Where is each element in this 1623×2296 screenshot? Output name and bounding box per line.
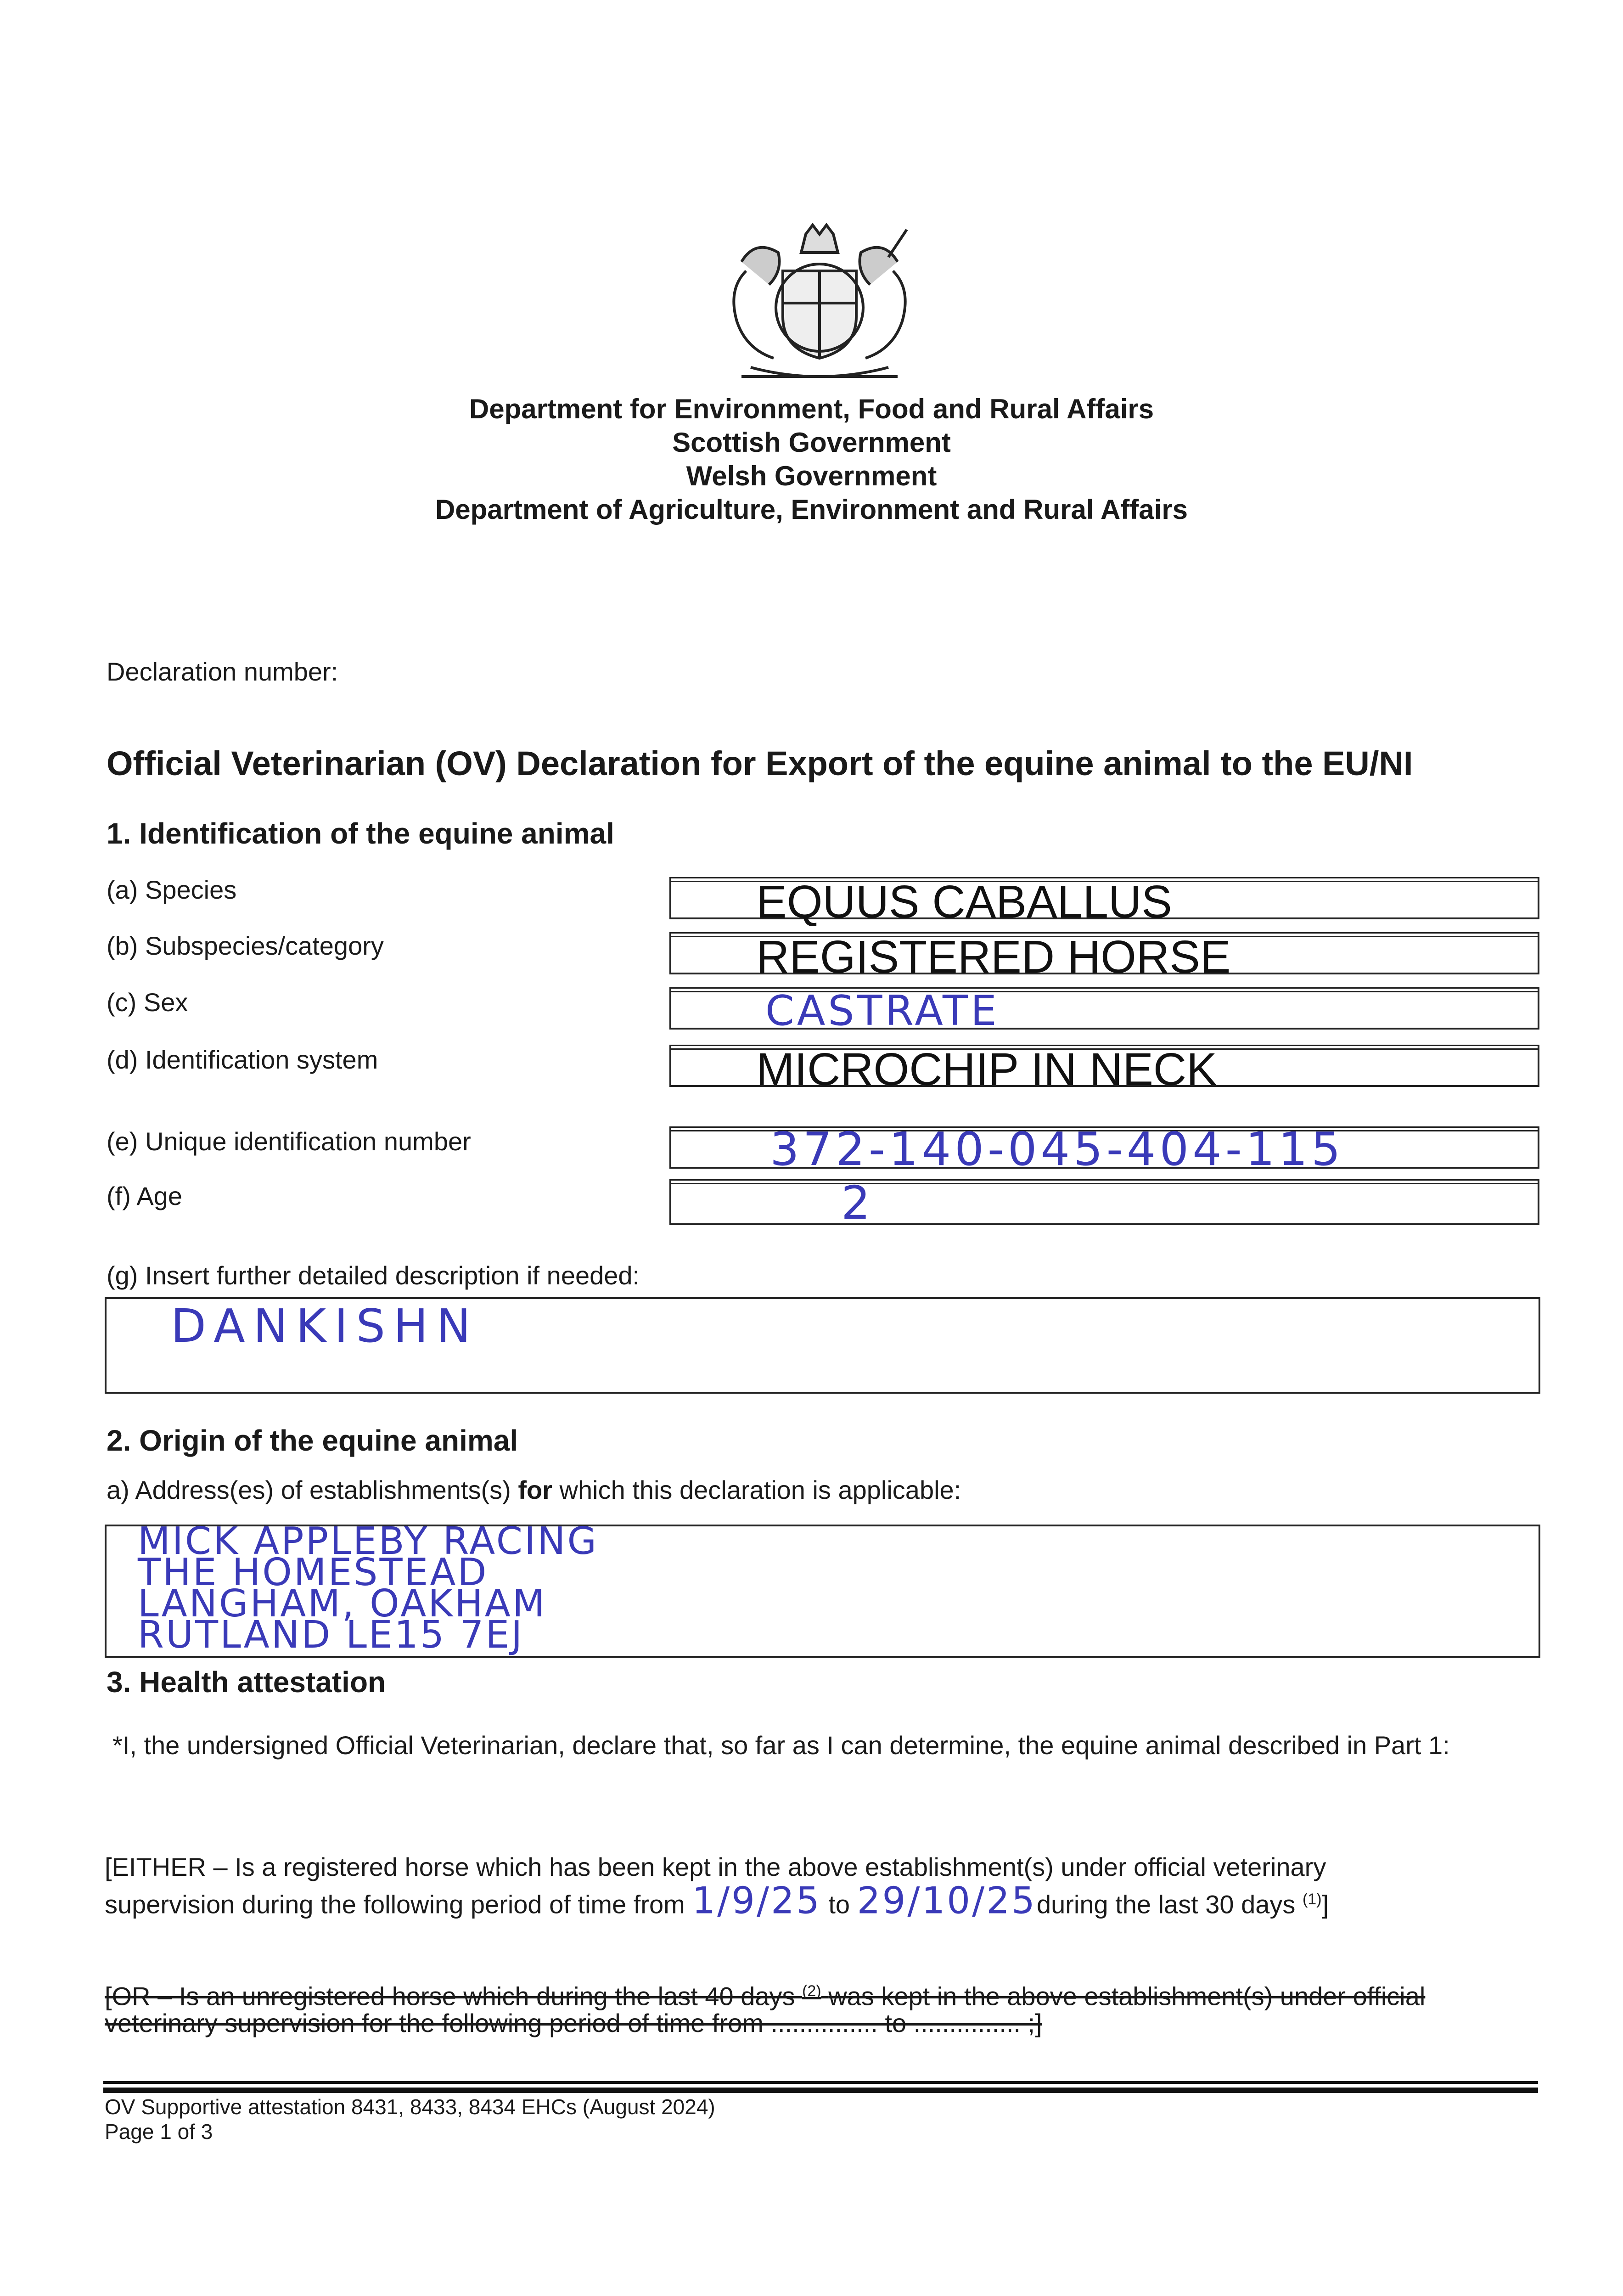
age-field[interactable] xyxy=(669,1176,1539,1230)
subspecies-value: REGISTERED HORSE xyxy=(756,931,1231,983)
footer-reference: OV Supportive attestation 8431, 8433, 8434 EHCs (August 2024) xyxy=(105,2095,715,2119)
identification-system-label: (d) Identification system xyxy=(107,1045,378,1074)
sex-value: CASTRATE xyxy=(765,987,1000,1035)
further-description-value: DANKISHN xyxy=(171,1299,479,1353)
declaration-number-label: Declaration number: xyxy=(107,657,338,686)
species-value: EQUUS CABALLUS xyxy=(756,876,1172,928)
address-line: MICK APPLEBY RACING xyxy=(138,1519,599,1563)
department-line: Scottish Government xyxy=(672,427,951,458)
address-line: THE HOMESTEAD xyxy=(138,1551,489,1594)
address-label: a) Address(es) of establishments(s) for which this declaration is applicable: xyxy=(107,1475,961,1504)
species-field[interactable] xyxy=(669,876,1539,928)
attestation-intro: *I, the undersigned Official Veterinarian, declare that, so far as I can determine, the equine animal described in Part 1: xyxy=(112,1731,1450,1760)
section-1-heading: 1. Identification of the equine animal xyxy=(107,817,614,850)
royal-coat-of-arms-icon xyxy=(714,220,925,386)
address-line: RUTLAND LE15 7EJ xyxy=(138,1613,524,1657)
or-clause-line1: [OR – Is an unregistered horse which during the last 40 days $^{(2)}$ was kept in the above establishment(s) under official xyxy=(105,1981,1426,2011)
unique-id-value: 372-140-045-404-115 xyxy=(770,1122,1344,1176)
sex-field[interactable] xyxy=(669,987,1539,1035)
page-title: Official Veterinarian (OV) Declaration for Export of the equine animal to the EU/NI xyxy=(107,744,1413,782)
or-clause-line2: veterinary supervision for the following period of time from ............... to ............... ;] xyxy=(105,2009,1042,2037)
species-label: (a) Species xyxy=(107,875,237,904)
department-line: Welsh Government xyxy=(686,461,937,491)
date-from-value: 1/9/25 xyxy=(692,1879,821,1922)
department-line: Department of Agriculture, Environment and Rural Affairs xyxy=(435,494,1188,525)
age-value: 2 xyxy=(841,1176,873,1230)
either-clause-line1: [EITHER – Is a registered horse which has been kept in the above establishment(s) under official veterinary xyxy=(105,1852,1326,1881)
page-number: Page 1 of 3 xyxy=(105,2120,213,2144)
address-line: LANGHAM, OAKHAM xyxy=(138,1582,547,1626)
unique-id-field[interactable] xyxy=(669,1122,1539,1176)
either-clause-line2: supervision during the following period of time from 1/9/25 to 29/10/25during the last 30 days $^{(1)}$] xyxy=(105,1879,1329,1922)
further-description-label: (g) Insert further detailed description if needed: xyxy=(107,1261,640,1290)
date-to-value: 29/10/25 xyxy=(857,1879,1037,1922)
further-description-field[interactable] xyxy=(105,1297,1540,1394)
section-2-heading: 2. Origin of the equine animal xyxy=(107,1424,518,1457)
subspecies-field[interactable] xyxy=(669,931,1539,983)
age-label: (f) Age xyxy=(107,1182,182,1210)
department-line: Department for Environment, Food and Rural Affairs xyxy=(469,394,1154,424)
identification-system-field[interactable] xyxy=(669,1044,1539,1095)
footer-divider xyxy=(103,2088,1538,2093)
footer-divider xyxy=(103,2081,1538,2084)
subspecies-label: (b) Subspecies/category xyxy=(107,931,384,960)
sex-label: (c) Sex xyxy=(107,988,188,1017)
section-3-heading: 3. Health attestation xyxy=(107,1666,386,1699)
identification-system-value: MICROCHIP IN NECK xyxy=(756,1044,1217,1095)
unique-id-label: (e) Unique identification number xyxy=(107,1127,471,1156)
